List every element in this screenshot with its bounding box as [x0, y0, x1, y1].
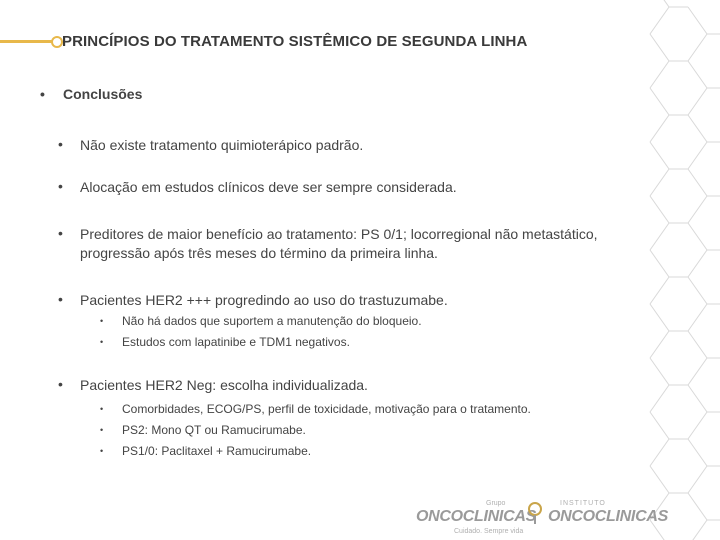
pattern-stroke [688, 331, 720, 385]
pattern-stroke [688, 277, 720, 331]
bullet-marker: • [58, 291, 63, 307]
pattern-stroke [688, 385, 720, 439]
bullet-marker: • [100, 316, 104, 326]
bullet-marker: • [58, 178, 63, 194]
pattern-stroke [650, 358, 688, 412]
instituto-oncoclinicas-logo: ONCOCLINICAS [548, 508, 668, 525]
pattern-stroke [650, 250, 688, 304]
pattern-stroke [650, 412, 688, 466]
pattern-stroke [688, 223, 720, 277]
decorative-pattern [640, 0, 720, 540]
pattern-stroke [650, 196, 688, 250]
sub-list-item-text: Comorbidades, ECOG/PS, perfil de toxicidade, motivação para o tratamento. [122, 402, 531, 416]
grupo-label: Grupo [486, 500, 506, 507]
section-label: Conclusões [63, 86, 143, 102]
sub-list-item-text: PS1/0: Paclitaxel + Ramucirumabe. [122, 444, 312, 458]
pattern-stroke [650, 34, 688, 88]
list-item-text: Preditores de maior benefício ao tratamento: PS 0/1; locorregional não metastático, progressão após três meses do término da primeira linha. [80, 226, 598, 261]
pattern-stroke [688, 439, 720, 493]
bullet-marker: • [100, 425, 104, 435]
sub-list-item-text: Estudos com lapatinibe e TDM1 negativos. [122, 335, 350, 349]
instituto-label: INSTITUTO [560, 500, 606, 507]
pattern-stroke [688, 115, 720, 169]
list-item-text: Não existe tratamento quimioterápico padrão. [80, 137, 364, 153]
tagline: Cuidado. Sempre vida [454, 528, 524, 535]
instituto-emblem-icon [526, 500, 544, 526]
pattern-stroke [688, 61, 720, 115]
title-accent-line [0, 40, 52, 43]
pattern-stroke [688, 7, 720, 61]
pattern-stroke [688, 169, 720, 223]
list-item-text: Pacientes HER2 +++ progredindo ao uso do trastuzumabe. [80, 292, 448, 308]
list-item-text: Alocação em estudos clínicos deve ser sempre considerada. [80, 179, 457, 195]
bullet-marker: • [100, 337, 104, 347]
list-item-text: Pacientes HER2 Neg: escolha individualizada. [80, 377, 368, 393]
bullet-marker: • [40, 86, 45, 102]
pattern-stroke [650, 0, 688, 34]
pattern-stroke [688, 493, 720, 540]
footer-logos [410, 496, 668, 536]
oncoclinicas-logo: ONCOCLINICAS [416, 508, 536, 525]
bullet-marker: • [58, 136, 63, 152]
bullet-marker: • [100, 446, 104, 456]
bullet-marker: • [100, 404, 104, 414]
pattern-stroke [650, 304, 688, 358]
bullet-marker: • [58, 376, 63, 392]
pattern-stroke [650, 142, 688, 196]
sub-list-item-text: Não há dados que suportem a manutenção do bloqueio. [122, 314, 422, 328]
bullet-marker: • [58, 225, 63, 241]
pattern-stroke [650, 88, 688, 142]
sub-list-item-text: PS2: Mono QT ou Ramucirumabe. [122, 423, 306, 437]
slide-title: PRINCÍPIOS DO TRATAMENTO SISTÊMICO DE SEGUNDA LINHA [62, 33, 528, 50]
